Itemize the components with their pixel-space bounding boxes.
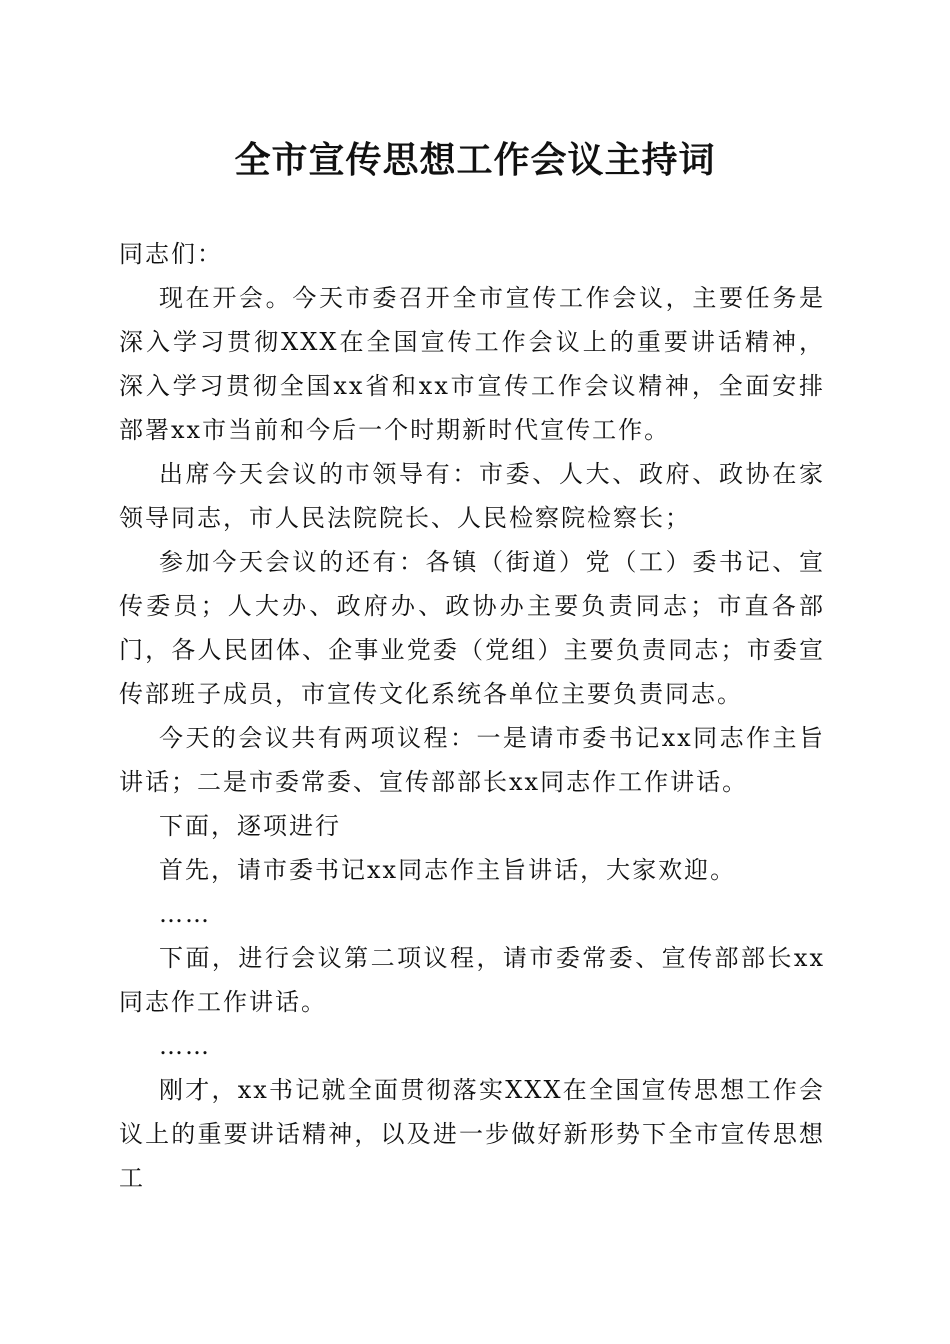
paragraph-agenda: 今天的会议共有两项议程：一是请市委书记xx同志作主旨讲话；二是市委常委、宣传部部长xx同志作工作讲话。	[119, 724, 825, 796]
ellipsis-1: ……	[159, 900, 211, 928]
document-title: 全市宣传思想工作会议主持词	[234, 139, 716, 181]
paragraph-opening: 现在开会。今天市委召开全市宣传工作会议，主要任务是深入学习贯彻XXX在全国宣传工作会议上的重要讲话精神，深入学习贯彻全国xx省和xx市宣传工作会议精神，全面安排部署xx市当前和今后一个时期新时代宣传工作。	[119, 284, 825, 444]
paragraph-attending-leaders: 出席今天会议的市领导有：市委、人大、政府、政协在家领导同志，市人民法院院长、人民检察院检察长；	[119, 460, 825, 532]
paragraph-proceed: 下面，逐项进行	[159, 812, 341, 840]
paragraph-other-attendees: 参加今天会议的还有：各镇（街道）党（工）委书记、宣传委员；人大办、政府办、政协办主要负责同志；市直各部门，各人民团体、企事业党委（党组）主要负责同志；市委宣传部班子成员，市宣传文化系统各单位主要负责同志。	[119, 548, 825, 708]
paragraph-summary: 刚才，xx书记就全面贯彻落实XXX在全国宣传思想工作会议上的重要讲话精神，以及进一步做好新形势下全市宣传思想工	[119, 1076, 825, 1192]
paragraph-first-speech: 首先，请市委书记xx同志作主旨讲话，大家欢迎。	[159, 856, 737, 884]
ellipsis-2: ……	[159, 1032, 211, 1060]
paragraph-second-agenda: 下面，进行会议第二项议程，请市委常委、宣传部部长xx同志作工作讲话。	[119, 944, 825, 1016]
salutation: 同志们：	[119, 240, 223, 268]
document-body	[119, 232, 825, 1200]
